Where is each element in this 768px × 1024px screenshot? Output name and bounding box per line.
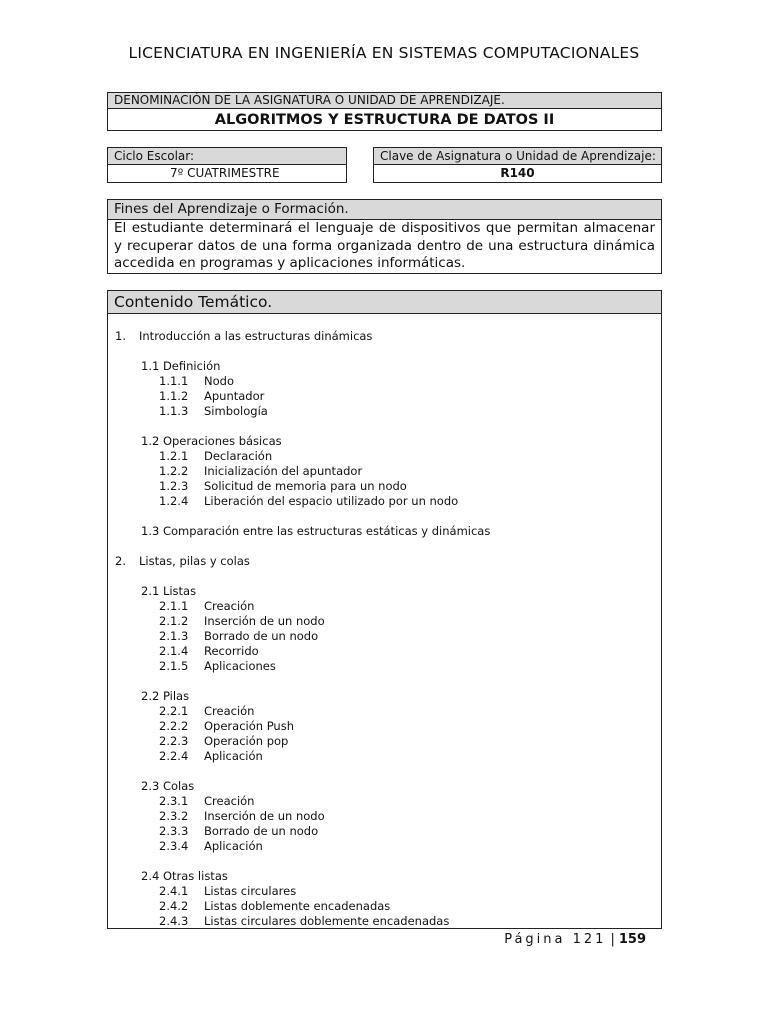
ciclo-label: Ciclo Escolar: <box>108 148 346 165</box>
contenido-box: Contenido Temático. 1. Introducción a las estructuras dinámicas 1.1 Definición 1.1.1 Nodo 1.1.2 Apuntador 1.1.3 Simbología 1.2 Operaciones básicas 1.2.1 Declaración 1.2.2 Inicialización del apuntador 1.2.3 Solicitud de memoria para un nodo 1.2.4 Liberación del espacio utilizado por un nodo 1.3 Comparación entre las estructuras estáticas y dinámicas 2. Listas, pilas y colas 2.1 Listas 2.1.1 Creación 2.1.2 Inserción de un nodo 2.1.3 Borrado de un nodo 2.1.4 Recorrido 2.1.5 Aplicaciones 2.2 Pilas 2.2.1 Creación 2.2.2 Operación Push 2.2.3 Operación pop 2.2.4 Aplicación 2.3 Colas 2.3.1 Creación 2.3.2 Inserción de un nodo 2.3.3 Borrado de un nodo 2.3.4 Aplicación 2.4 Otras listas 2.4.1 Listas circulares 2.4.2 Listas doblemente encadenadas 2.4.3 Listas circulares doblemente encadenadas <box>107 290 662 929</box>
clave-box <box>373 147 662 183</box>
page-separator: | <box>610 932 615 947</box>
page-footer <box>504 932 646 947</box>
fines-box <box>107 199 662 274</box>
subject-name: ALGORITMOS Y ESTRUCTURA DE DATOS II <box>214 112 555 128</box>
page-word: Página <box>504 932 566 947</box>
page-number: 121 <box>572 932 607 947</box>
clave-value: R140 <box>500 166 535 180</box>
page-total: 159 <box>618 932 646 947</box>
clave-label: Clave de Asignatura o Unidad de Aprendizaje: <box>374 148 661 165</box>
contenido-label: Contenido Temático. <box>108 291 661 314</box>
ciclo-box <box>107 147 347 183</box>
document-title: LICENCIATURA EN INGENIERÍA EN SISTEMAS COMPUTACIONALES <box>128 44 640 62</box>
fines-label: Fines del Aprendizaje o Formación. <box>108 200 661 220</box>
subject-label: DENOMINACIÓN DE LA ASIGNATURA O UNIDAD DE APRENDIZAJE. <box>108 93 661 109</box>
ciclo-value: 7º CUATRIMESTRE <box>170 166 280 180</box>
fines-text: El estudiante determinará el lenguaje de dispositivos que permitan almacenar y recuperar datos de una forma organizada dentro de una estructura dinámica accedida en programas y aplicaciones informáticas. <box>114 220 655 271</box>
subject-box <box>107 92 662 131</box>
